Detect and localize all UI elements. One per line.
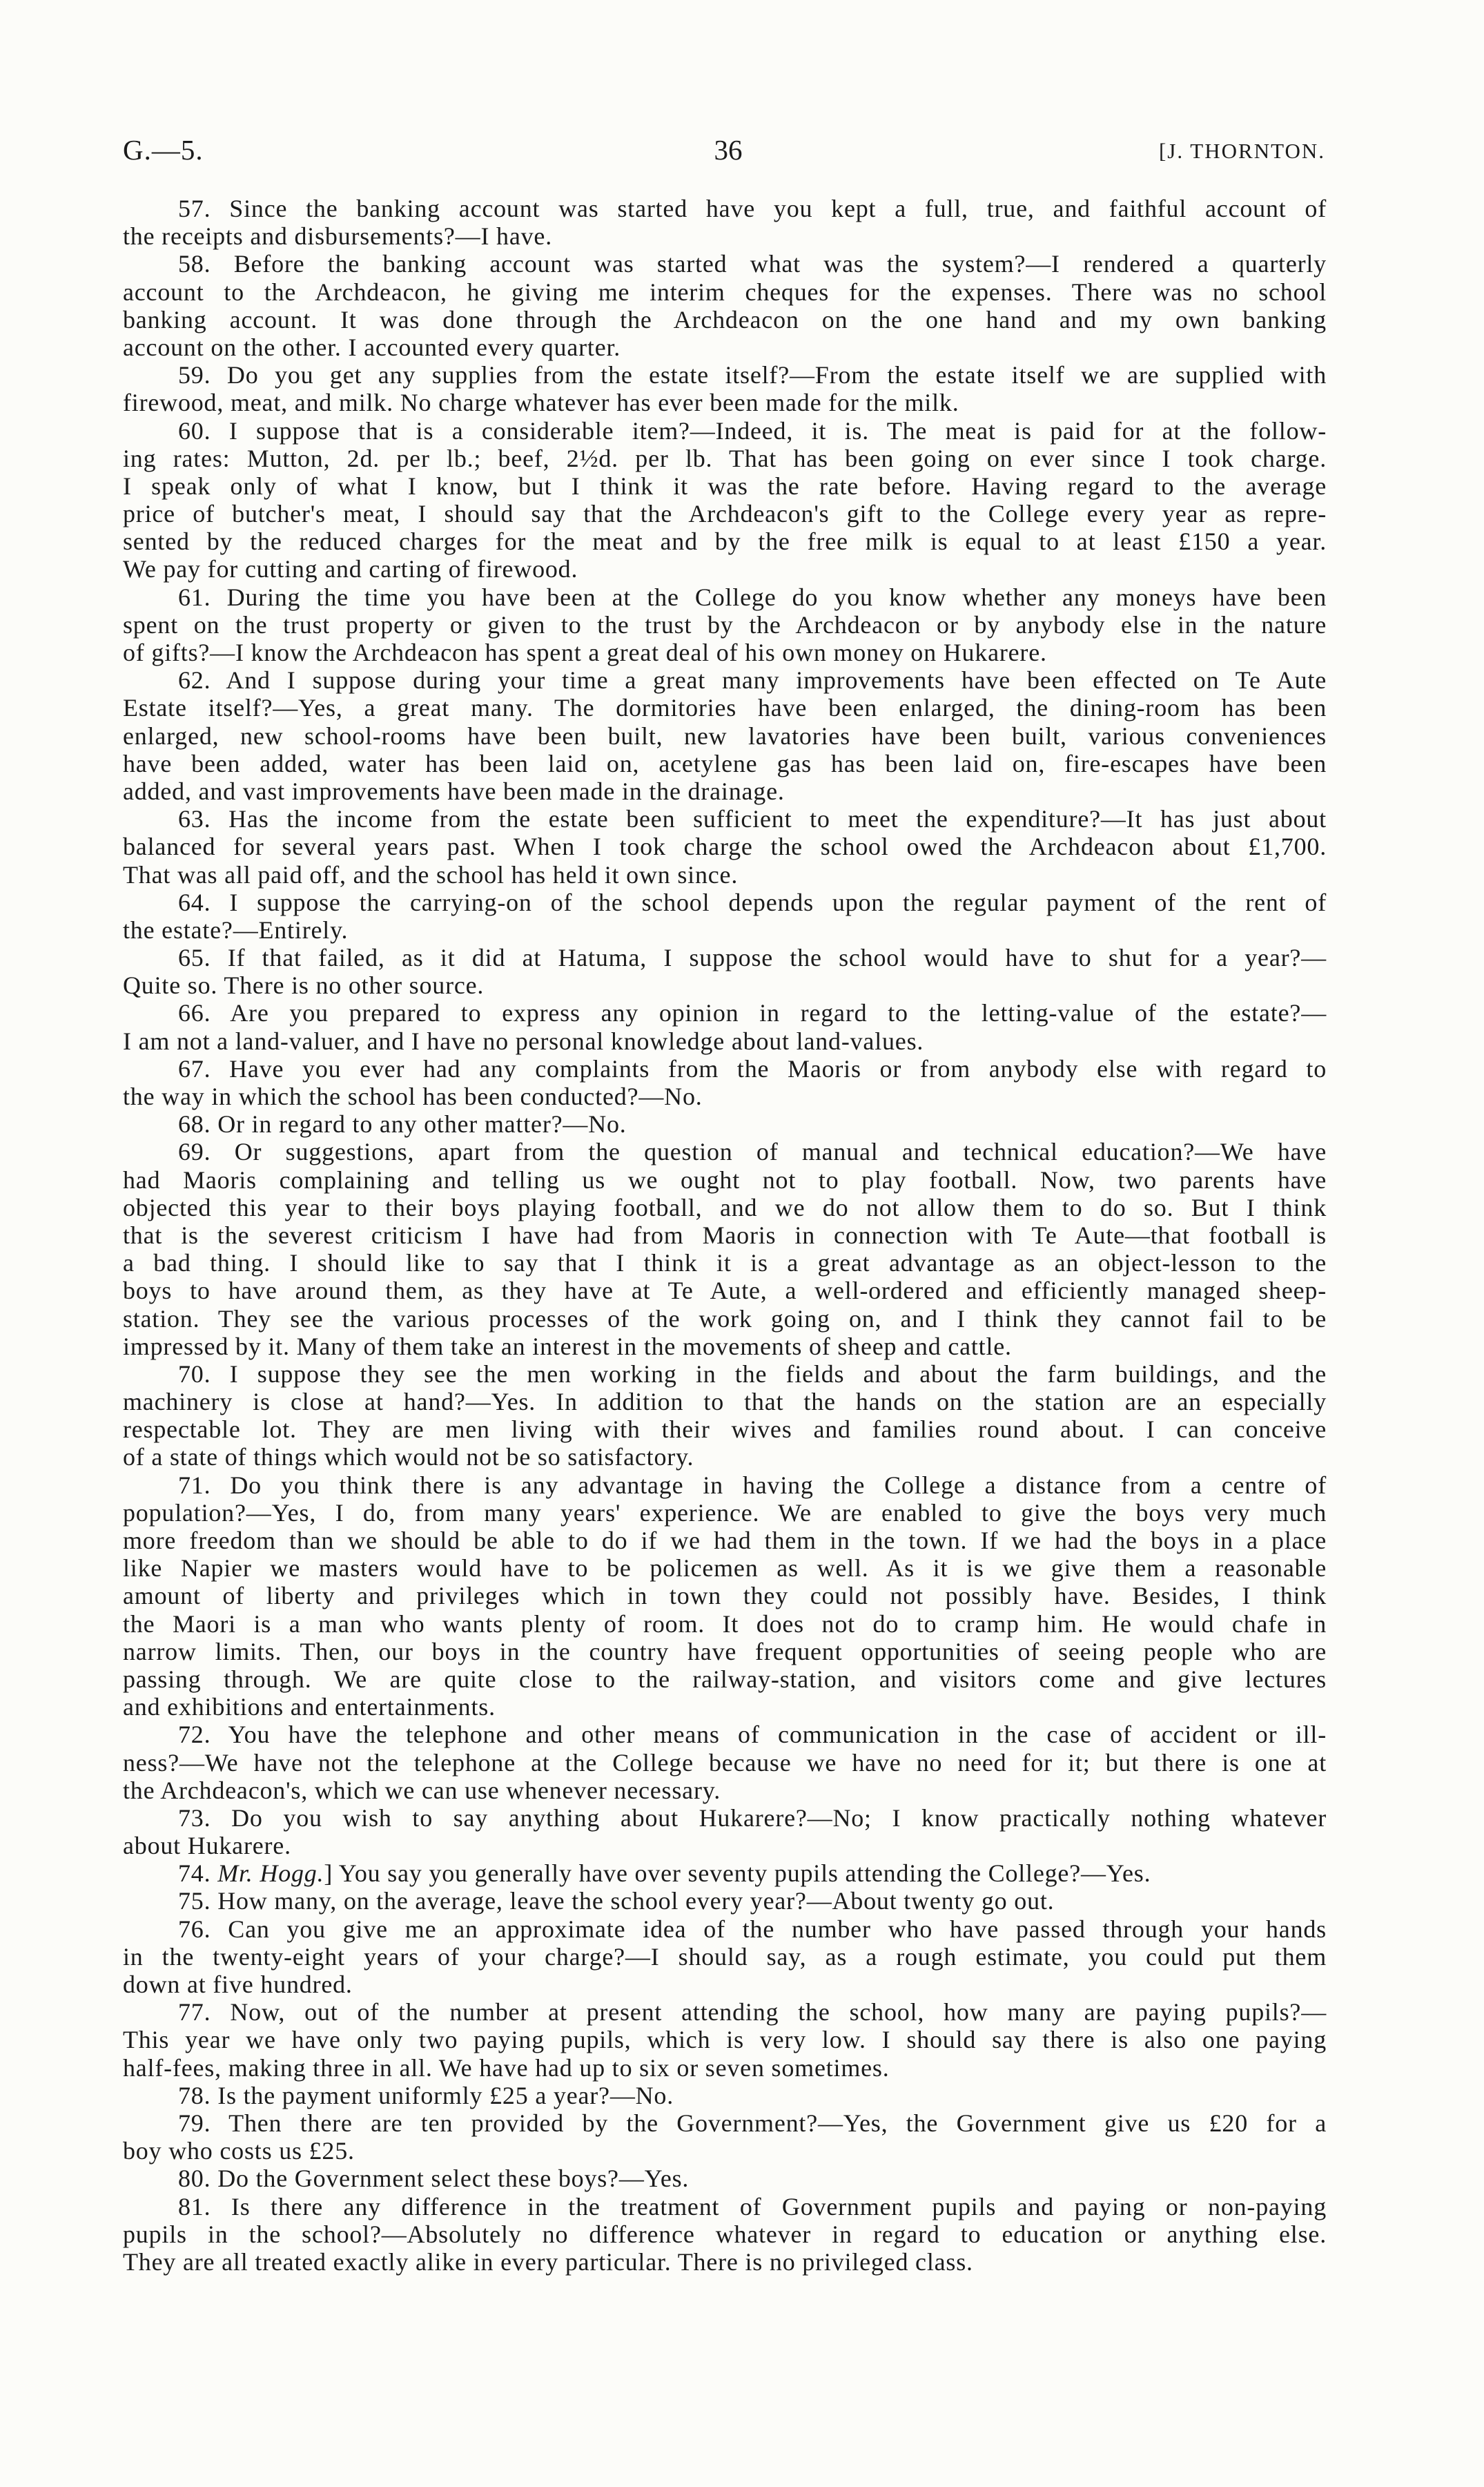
text-line: a bad thing. I should like to say that I think it is a great advantage as an object-lesson to the xyxy=(123,1249,1327,1277)
text-line: down at five hundred. xyxy=(123,1971,353,1998)
text-line: boy who costs us £25. xyxy=(123,2137,355,2165)
qa-paragraph xyxy=(123,2165,1327,2192)
text-line xyxy=(123,1859,1327,1887)
text-line: pupils in the school?—Absolutely no difference whatever in regard to education or anything else. xyxy=(123,2220,1327,2248)
qa-paragraph xyxy=(123,195,1327,250)
qa-paragraph xyxy=(123,417,1327,583)
qa-paragraph xyxy=(123,583,1327,667)
text-line: ness?—We have not the telephone at the College because we have no need for it; but there is one at xyxy=(123,1748,1327,1777)
text-line: of a state of things which would not be so satisfactory. xyxy=(123,1443,694,1471)
text-line: price of butcher's meat, I should say that the Archdeacon's gift to the College every year as repre- xyxy=(123,500,1327,528)
text-line: This year we have only two paying pupils, which is very low. I should say there is also one paying xyxy=(123,2026,1327,2054)
text-line: station. They see the various processes of the work going on, and I think they cannot fail to be xyxy=(123,1304,1327,1333)
qa-paragraph xyxy=(123,1915,1327,1999)
qa-paragraph xyxy=(123,1721,1327,1804)
text-line: passing through. We are quite close to the railway-station, and visitors come and give lectures xyxy=(123,1665,1327,1693)
text-line: 57. Since the banking account was started have you kept a full, true, and faithful account of xyxy=(178,195,1327,222)
text-line: the Maori is a man who wants plenty of room. It does not do to cramp him. He would chafe in xyxy=(123,1609,1327,1638)
text-line: that is the severest criticism I have had from Maoris in connection with Te Aute—that football is xyxy=(123,1221,1327,1249)
text-line: 65. If that failed, as it did at Hatuma, I suppose the school would have to shut for a year?— xyxy=(178,944,1327,972)
qa-paragraph xyxy=(123,1887,1327,1915)
text-line: impressed by it. Many of them take an interest in the movements of sheep and cattle. xyxy=(123,1332,1012,1360)
text-line: sented by the reduced charges for the meat and by the free milk is equal to at least £150 a year. xyxy=(123,528,1327,556)
text-line: population?—Yes, I do, from many years' experience. We are enabled to give the boys very much xyxy=(123,1498,1327,1527)
text-line: account on the other. I accounted every quarter. xyxy=(123,333,621,361)
text-line: objected this year to their boys playing football, and we do not allow them to do so. But I think xyxy=(123,1193,1327,1221)
qa-paragraph xyxy=(123,2109,1327,2165)
text-line: 59. Do you get any supplies from the estate itself?—From the estate itself we are supplied with xyxy=(178,361,1327,389)
text-line: Estate itself?—Yes, a great many. The dormitories have been enlarged, the dining-room has been xyxy=(123,694,1327,722)
text-line: the way in which the school has been conducted?—No. xyxy=(123,1083,703,1110)
text-line: the estate?—Entirely. xyxy=(123,916,349,944)
text-line: 72. You have the telephone and other means of communication in the case of accident or ill- xyxy=(178,1721,1327,1749)
text-line: 73. Do you wish to say anything about Hukarere?—No; I know practically nothing whatever xyxy=(178,1803,1327,1832)
text-line: added, and vast improvements have been made in the drainage. xyxy=(123,777,785,805)
text-line: more freedom than we should be able to do if we had them in the town. If we had the boys in a place xyxy=(123,1527,1327,1554)
text-line: 77. Now, out of the number at present attending the school, how many are paying pupils?— xyxy=(178,1998,1327,2026)
qa-paragraph xyxy=(123,666,1327,805)
text-line: enlarged, new school-rooms have been built, new lavatories have been built, various conveniences xyxy=(123,722,1327,750)
text-line: I speak only of what I know, but I think it was the rate before. Having regard to the average xyxy=(123,472,1327,500)
text-line: ing rates: Mutton, 2d. per lb.; beef, 2½d. per lb. That has been going on ever since I took charge. xyxy=(123,444,1327,472)
text-line: 66. Are you prepared to express any opinion in regard to the letting-value of the estate?— xyxy=(178,999,1327,1027)
text-line: That was all paid off, and the school has held it own since. xyxy=(123,860,739,889)
text-line: boys to have around them, as they have at Te Aute, a well-ordered and efficiently managed sheep- xyxy=(123,1277,1327,1305)
qa-paragraph xyxy=(123,1110,1327,1138)
page-number: 36 xyxy=(714,134,743,166)
text-line: 69. Or suggestions, apart from the question of manual and technical education?—We have xyxy=(178,1138,1327,1166)
text-line: 61. During the time you have been at the College do you know whether any moneys have been xyxy=(178,583,1327,611)
text-line: They are all treated exactly alike in every particular. There is no privileged class. xyxy=(123,2247,973,2276)
witness-name: [J. THORNTON. xyxy=(1158,139,1325,163)
qa-paragraph xyxy=(123,944,1327,999)
text-segment: 74. xyxy=(178,1859,218,1888)
qa-paragraph xyxy=(123,1138,1327,1360)
text-line: Quite so. There is no other source. xyxy=(123,971,485,1000)
text-line: balanced for several years past. When I took charge the school owed the Archdeacon about £1,700. xyxy=(123,833,1327,861)
text-line: narrow limits. Then, our boys in the country have frequent opportunities of seeing people who are xyxy=(123,1637,1327,1665)
text-line: like Napier we masters would have to be policemen as well. As it is we give them a reasonable xyxy=(123,1554,1327,1583)
text-line: 75. How many, on the average, leave the school every year?—About twenty go out. xyxy=(178,1887,1055,1915)
text-line: 70. I suppose they see the men working in the fields and about the farm buildings, and the xyxy=(178,1359,1327,1388)
text-line: have been added, water has been laid on, acetylene gas has been laid on, fire-escapes have been xyxy=(123,749,1327,777)
text-line: in the twenty-eight years of your charge?—I should say, as a rough estimate, you could put them xyxy=(123,1942,1327,1971)
qa-paragraph xyxy=(123,1360,1327,1471)
text-line: 76. Can you give me an approximate idea of the number who have passed through your hands xyxy=(178,1915,1327,1943)
testimony-body xyxy=(123,195,1327,2276)
text-line: 58. Before the banking account was started what was the system?—I rendered a quarterly xyxy=(178,250,1327,278)
text-line: banking account. It was done through the Archdeacon on the one hand and my own banking xyxy=(123,305,1327,333)
text-line: the Archdeacon's, which we can use whenever necessary. xyxy=(123,1776,721,1804)
text-line: 67. Have you ever had any complaints from the Maoris or from anybody else with regard to xyxy=(178,1054,1327,1083)
speaker-name: Mr. Hogg. xyxy=(217,1859,324,1888)
qa-paragraph xyxy=(123,805,1327,889)
text-line: 68. Or in regard to any other matter?—No. xyxy=(178,1110,627,1139)
qa-paragraph xyxy=(123,1859,1327,1887)
text-line: respectable lot. They are men living with their wives and families round about. I can conceive xyxy=(123,1415,1327,1444)
text-line: 78. Is the payment uniformly £25 a year?—No. xyxy=(178,2081,674,2109)
qa-paragraph xyxy=(123,2082,1327,2109)
qa-paragraph xyxy=(123,1804,1327,1859)
text-line: 81. Is there any difference in the treatment of Government pupils and paying or non-paying xyxy=(178,2192,1327,2220)
document-reference: G.—5. xyxy=(123,134,204,166)
qa-paragraph xyxy=(123,361,1327,416)
text-line: about Hukarere. xyxy=(123,1832,291,1860)
text-line: 62. And I suppose during your time a great many improvements have been effected on Te Aute xyxy=(178,666,1327,695)
text-line: I am not a land-valuer, and I have no personal knowledge about land-values. xyxy=(123,1027,924,1055)
text-line: 64. I suppose the carrying-on of the school depends upon the regular payment of the rent of xyxy=(178,888,1327,916)
text-line: 60. I suppose that is a considerable item?—Indeed, it is. The meat is paid for at the follow- xyxy=(178,416,1327,445)
qa-paragraph xyxy=(123,250,1327,361)
text-line: had Maoris complaining and telling us we ought not to play football. Now, two parents have xyxy=(123,1165,1327,1194)
text-line: amount of liberty and privileges which in town they could not possibly have. Besides, I think xyxy=(123,1582,1327,1610)
text-line: account to the Archdeacon, he giving me interim cheques for the expenses. There was no school xyxy=(123,278,1327,306)
text-line: and exhibitions and entertainments. xyxy=(123,1693,496,1721)
text-line: spent on the trust property or given to the trust by the Archdeacon or by anybody else in the nature xyxy=(123,610,1327,639)
text-line: 71. Do you think there is any advantage in having the College a distance from a centre of xyxy=(178,1471,1327,1499)
text-line: 79. Then there are ten provided by the Government?—Yes, the Government give us £20 for a xyxy=(178,2109,1327,2137)
qa-paragraph xyxy=(123,999,1327,1054)
qa-paragraph xyxy=(123,1998,1327,2082)
text-line: of gifts?—I know the Archdeacon has spent a great deal of his own money on Hukarere. xyxy=(123,639,1047,666)
text-line: We pay for cutting and carting of firewood. xyxy=(123,555,578,583)
text-line: the receipts and disbursements?—I have. xyxy=(123,222,553,251)
qa-paragraph xyxy=(123,1055,1327,1110)
text-line: machinery is close at hand?—Yes. In addition to that the hands on the station are an especially xyxy=(123,1388,1327,1416)
page-header xyxy=(0,133,1484,167)
text-line: 63. Has the income from the estate been sufficient to meet the expenditure?—It has just about xyxy=(178,805,1327,833)
qa-paragraph xyxy=(123,1471,1327,1721)
text-line: 80. Do the Government select these boys?—Yes. xyxy=(178,2165,690,2193)
qa-paragraph xyxy=(123,2193,1327,2276)
text-line: firewood, meat, and milk. No charge whatever has ever been made for the milk. xyxy=(123,389,959,417)
text-segment: ] You say you generally have over seventy pupils attending the College?—Yes. xyxy=(324,1859,1151,1888)
text-line: half-fees, making three in all. We have had up to six or seven sometimes. xyxy=(123,2053,890,2082)
qa-paragraph xyxy=(123,889,1327,944)
